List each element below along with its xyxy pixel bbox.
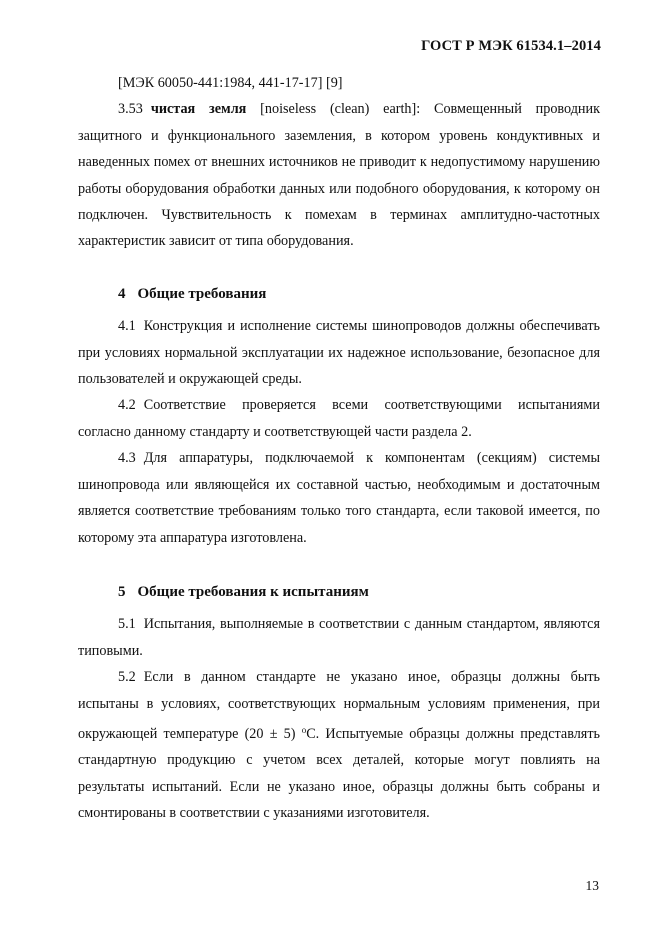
standard-header: ГОСТ Р МЭК 61534.1–2014 (421, 38, 601, 54)
clause-3-53 (78, 96, 600, 254)
clause-text-part-2: С. Испытуемые образцы должны представлять стандартную продукцию с учетом всех деталей, которые могут повлиять на результаты испытаний. Если не указано иное, образцы должны быть собраны и смонтированы в соответствии с указаниями изготовителя. (78, 725, 600, 822)
clause-text: Для аппаратуры, подключаемой к компонентам (секциям) системы шинопровода или являющейся их составной частью, необходимым и достаточным является соответствие требованиям только того стандарта, если таковой имеется, по которому эта аппаратура изготовлена. (78, 450, 600, 546)
clause-text: Соответствие проверяется всеми соответствующими испытаниями согласно данному стандарту и соответствующей части раздела 2. (78, 397, 600, 440)
reference-line: [МЭК 60050-441:1984, 441-17-17] [9] (118, 75, 343, 91)
clause-5-1 (78, 611, 600, 664)
section-title: Общие требования (137, 285, 267, 302)
term-name: чистая земля (150, 101, 247, 118)
degree-sign: o (301, 724, 307, 735)
section-heading-4 (78, 281, 600, 307)
clause-4-2 (78, 392, 600, 445)
section-number: 4 (118, 285, 126, 302)
clause-number: 5.1 (118, 616, 136, 633)
section-number: 5 (118, 583, 126, 600)
clause-number: 4.1 (118, 318, 136, 335)
clause-number: 4.3 (118, 450, 136, 467)
clause-5-2 (78, 664, 600, 826)
section-heading-5 (78, 579, 600, 605)
clause-text: [noiseless (clean) earth]: Совмещенный проводник защитного и функционального заземления, в котором уровень кондуктивных и наведенных помех от внешних источников не приводит к недопустимому нарушению работы оборудования обработки данных или подобного оборудования, к которому он подключен. Чувствительность к помехам в терминах амплитудно-частотных характеристик зависит от типа оборудования. (78, 101, 600, 250)
clause-number: 3.53 (118, 101, 143, 118)
clause-text: Испытания, выполняемые в соответствии с данным стандартом, являются типовыми. (78, 616, 600, 659)
section-title: Общие требования к испытаниям (137, 583, 369, 600)
page-number: 13 (585, 878, 599, 893)
clause-number: 5.2 (118, 669, 136, 686)
clause-text: Конструкция и исполнение системы шинопроводов должны обеспечивать при условиях нормальной эксплуатации их надежное использование, безопасное для пользователей и окружающей среды. (78, 318, 600, 388)
body-text (78, 70, 600, 827)
clause-number: 4.2 (118, 397, 136, 414)
clause-4-1 (78, 313, 600, 392)
clause-4-3 (78, 445, 600, 551)
clause-text-part-1: Если в данном стандарте не указано иное, образцы должны быть испытаны в условиях, соответствующих нормальным условиям применения, при окружающей температуре (20 ± 5) (78, 669, 600, 742)
